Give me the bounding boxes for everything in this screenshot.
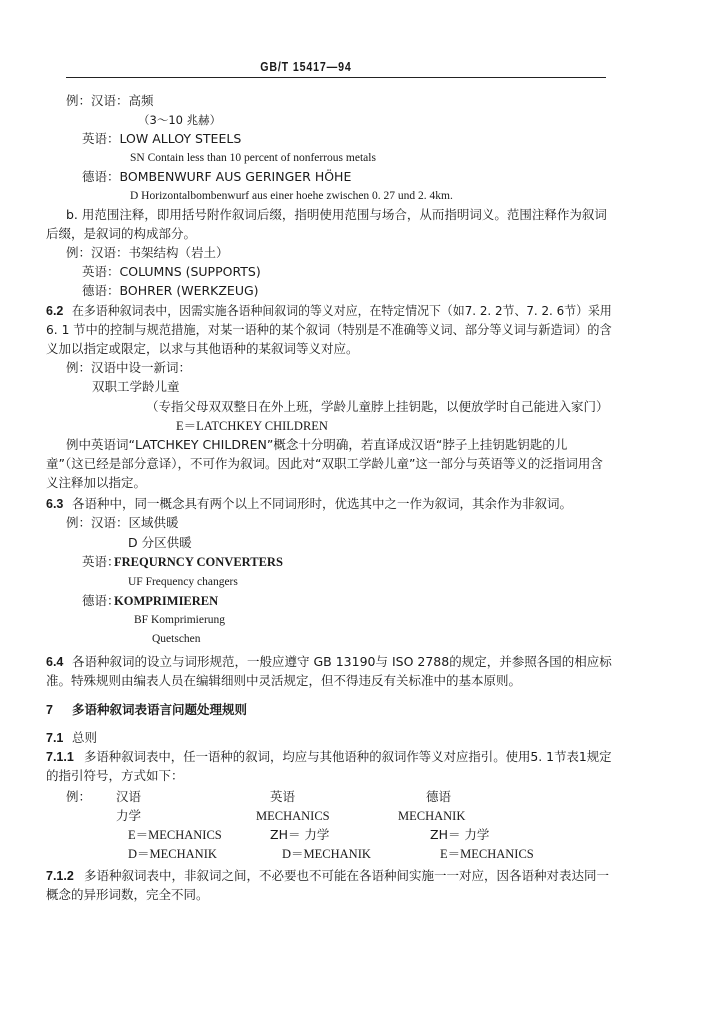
para-b-line1: b. 用范围注释，即用括号附作叙词后缀，指明使用范围与场合，从而指明词义。范围注释作为叙词 xyxy=(66,207,607,222)
table-header-english: 英语 xyxy=(270,789,296,804)
section-7-1-number: 7.1 xyxy=(46,731,64,745)
section-6-2-term: 双职工学龄儿童 xyxy=(92,379,180,394)
table-row1-english: MECHANICS xyxy=(256,809,330,823)
section-7-1-1-line1: 多语种叙词表中，任一语种的叙词，均应与其他语种的叙词作等义对应指引。使用5. 1节表1规定 xyxy=(84,749,612,764)
section-7-1-1-number: 7.1.1 xyxy=(46,750,74,764)
ex1-german: 德语：BOMBENWURF AUS GERINGER HÖHE xyxy=(82,169,352,184)
ex1-german-d: D Horizontalbombenwurf aus einer hoehe zwischen 0. 27 und 2. 4km. xyxy=(130,190,453,202)
table-row3-german: E＝MECHANICS xyxy=(440,847,534,861)
section-6-3-number: 6.3 xyxy=(46,497,64,511)
section-7-title: 多语种叙词表语言问题处理规则 xyxy=(72,702,248,717)
table-header-chinese: 汉语 xyxy=(116,789,142,804)
table-row3-english: D＝MECHANIK xyxy=(282,847,371,861)
section-7-1-2-line1: 多语种叙词表中，非叙词之间，不必要也不可能在各语种间实施一一对应，因各语种对表达同一 xyxy=(84,868,610,883)
ex2-chinese: 例：汉语：书架结构（岩土） xyxy=(66,245,229,260)
table-header-german: 德语 xyxy=(426,789,452,804)
section-7-1-2-number: 7.1.2 xyxy=(46,869,74,883)
section-6-2-example-label: 例：汉语中设一新词： xyxy=(66,360,192,375)
section-6-3-chinese: 例：汉语：区域供暖 xyxy=(66,515,179,530)
section-6-2-term-note: （专指父母双双整日在外上班，学龄儿童脖上挂钥匙，以便放学时自己能进入家门） xyxy=(146,399,609,414)
section-6-3-english-uf: UF Frequency changers xyxy=(128,576,238,588)
section-7-1-2-line2: 概念的异形词数，完全不同。 xyxy=(46,887,209,902)
ex2-german: 德语：BOHRER (WERKZEUG) xyxy=(82,283,259,298)
section-6-2-after3: 义注释加以指定。 xyxy=(46,475,147,490)
ex2-english: 英语：COLUMNS (SUPPORTS) xyxy=(82,264,261,279)
section-6-2-after1: 例中英语词“LATCHKEY CHILDREN”概念十分明确，若直译成汉语“脖子上挂钥匙钥匙的儿 xyxy=(66,437,568,452)
table-example-label: 例： xyxy=(66,789,92,804)
ex1-chinese-note: （3～10 兆赫） xyxy=(138,113,222,127)
section-6-3-english-label: 英语： xyxy=(82,554,120,569)
section-6-4-line1: 各语种叙词的设立与词形规范，一般应遵守 GB 13190与 ISO 2788的规定，并参照各国的相应标 xyxy=(72,654,612,669)
section-6-3-line1: 各语种中，同一概念具有两个以上不同词形时，优选其中之一作为叙词，其余作为非叙词。 xyxy=(72,496,573,511)
section-6-3-chinese-d: D 分区供暖 xyxy=(128,535,192,550)
table-row2-chinese: E＝MECHANICS xyxy=(128,828,222,842)
section-6-3-english: FREQURNCY CONVERTERS xyxy=(114,555,283,569)
section-6-3-german-bf: BF Komprimierung xyxy=(134,614,226,626)
section-6-2-term-equivalent: E＝LATCHKEY CHILDREN xyxy=(176,419,328,433)
section-6-2-line3: 义加以指定或限定，以求与其他语种的某叙词等义对应。 xyxy=(46,341,359,356)
ex1-english-sn: SN Contain less than 10 percent of nonferrous metals xyxy=(130,152,376,164)
ex1-english: 英语：LOW ALLOY STEELS xyxy=(82,131,242,146)
section-6-3-german: KOMPRIMIEREN xyxy=(114,594,219,608)
section-6-2-line2: 6. 1 节中的控制与规范措施，对某一语种的某个叙词（特别是不准确等义词、部分等义词与新造词）的含 xyxy=(46,322,612,337)
section-7-1-title: 总则 xyxy=(72,730,98,745)
section-6-4-number: 6.4 xyxy=(46,655,64,669)
table-row2-english: ZH＝ 力学 xyxy=(270,827,330,842)
section-6-3-german-q: Quetschen xyxy=(152,633,201,645)
section-7-number: 7 xyxy=(46,703,53,717)
ex1-chinese: 例：汉语：高频 xyxy=(66,93,154,108)
section-6-2-line1: 在多语种叙词表中，因需实施各语种间叙词的等义对应，在特定情况下（如7. 2. 2节、7. 2. 6节）采用 xyxy=(72,303,612,318)
para-b-line2: 后缀，是叙词的构成部分。 xyxy=(46,226,197,241)
standard-number-header: GB/T 15417—94 xyxy=(260,60,352,74)
table-row3-chinese: D＝MECHANIK xyxy=(128,847,217,861)
section-6-4-line2: 准。特殊规则由编表人员在编辑细则中灵活规定，但不得违反有关标准中的基本原则。 xyxy=(46,673,522,688)
table-row2-german: ZH＝ 力学 xyxy=(430,827,490,842)
table-row1-chinese: 力学 xyxy=(116,808,142,823)
table-row1-german: MECHANIK xyxy=(398,809,466,823)
section-6-3-german-label: 德语： xyxy=(82,593,120,608)
section-7-1-1-line2: 的指引符号，方式如下： xyxy=(46,768,184,783)
header-rule xyxy=(66,77,606,78)
section-6-2-after2: 童”（这已经是部分意译），不可作为叙词。因此对“双职工学龄儿童”这一部分与英语等义的泛指词用含 xyxy=(46,456,603,471)
section-6-2-number: 6.2 xyxy=(46,304,64,318)
